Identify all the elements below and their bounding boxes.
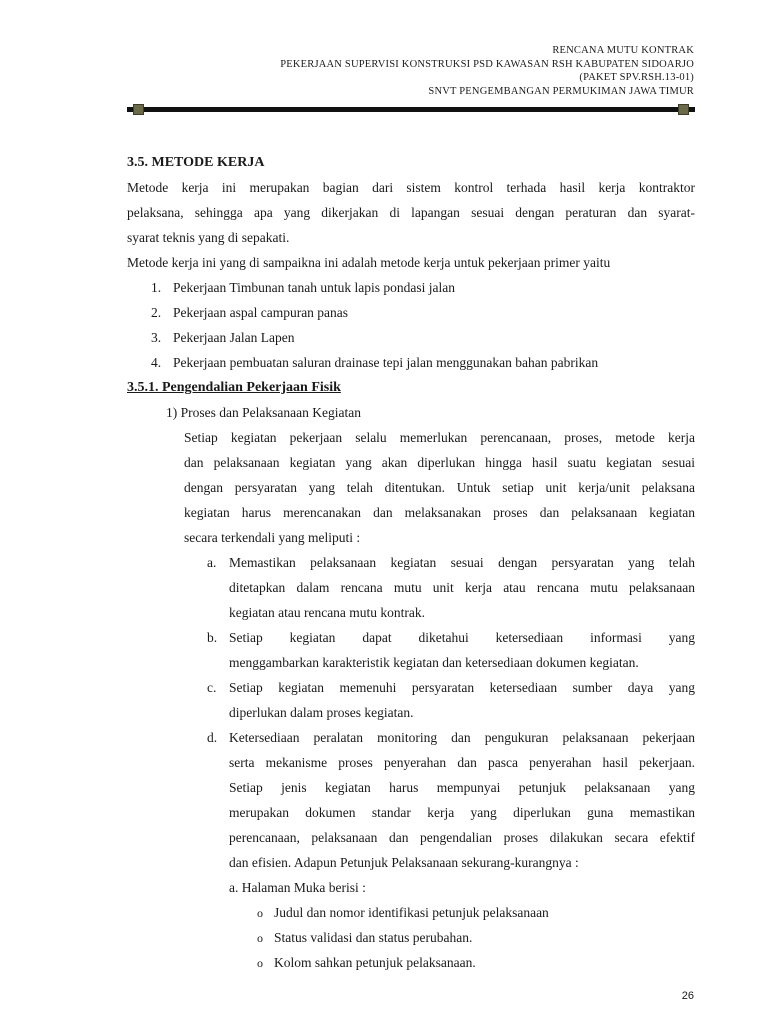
list-text: Pekerjaan aspal campuran panas: [173, 305, 349, 320]
list-item: [127, 300, 695, 325]
alpha-text: Setiap kegiatan dapat diketahui ketersediaan informasi yang: [229, 630, 695, 645]
para-line-3: dengan persyaratan yang telah ditentukan. Untuk setiap unit kerja/unit pelaksana: [184, 480, 695, 495]
point-heading: 1) Proses dan Pelaksanaan Kegiatan: [166, 405, 361, 420]
header-line-4: SNVT PENGEMBANGAN PERMUKIMAN JAWA TIMUR: [428, 85, 694, 97]
alpha-text: Memastikan pelaksanaan kegiatan sesuai dengan persyaratan yang telah: [229, 555, 695, 570]
list-number: 4.: [151, 355, 162, 370]
divider-square-left: [133, 104, 144, 115]
list-text: Pekerjaan pembuatan saluran drainase tepi jalan menggunakan bahan pabrikan: [173, 355, 599, 370]
list-text: Pekerjaan Jalan Lapen: [173, 330, 295, 345]
alpha-text: Ketersediaan peralatan monitoring dan pengukuran pelaksanaan pekerjaan: [229, 730, 695, 745]
alpha-continuation: dan efisien. Adapun Petunjuk Pelaksanaan sekurang-kurangnya :: [229, 855, 579, 870]
alpha-continuation: perencanaan, pelaksanaan dan pengendalian proses dilakukan secara efektif: [229, 830, 695, 845]
intro-line-1: Metode kerja ini merupakan bagian dari sistem kontrol terhada hasil kerja kontraktor: [127, 180, 695, 195]
alpha-item-d: [127, 725, 695, 750]
alpha-continuation: Setiap jenis kegiatan harus mempunyai petunjuk pelaksanaan yang: [229, 780, 695, 795]
para-line-5: secara terkendali yang meliputi :: [184, 530, 361, 545]
document-header: [280, 44, 694, 98]
alpha-label: c.: [207, 680, 217, 695]
list-item: [127, 275, 695, 300]
page-number: 26: [681, 990, 694, 1002]
para-line-1: Setiap kegiatan pekerjaan selalu memerlukan perencanaan, proses, metode kerja: [184, 430, 695, 445]
sub-heading: a. Halaman Muka berisi :: [229, 880, 366, 895]
alpha-label: a.: [207, 555, 217, 570]
alpha-continuation: kegiatan atau rencana mutu kontrak.: [229, 605, 426, 620]
list-number: 3.: [151, 330, 162, 345]
bullet-circle-icon: o: [257, 956, 263, 970]
bullet-circle-icon: o: [257, 931, 263, 945]
alpha-continuation: diperlukan dalam proses kegiatan.: [229, 705, 414, 720]
alpha-label: d.: [207, 730, 218, 745]
bullet-text: Status validasi dan status perubahan.: [274, 930, 473, 945]
list-number: 1.: [151, 280, 162, 295]
alpha-continuation: serta mekanisme proses penyerahan dan pasca penyerahan hasil pekerjaan.: [229, 755, 695, 770]
divider-bar: [127, 107, 695, 112]
alpha-label: b.: [207, 630, 218, 645]
bullet-text: Judul dan nomor identifikasi petunjuk pelaksanaan: [274, 905, 549, 920]
bullet-item: [127, 950, 695, 975]
intro-lead: Metode kerja ini yang di sampaikna ini adalah metode kerja untuk pekerjaan primer yaitu: [127, 255, 611, 270]
list-text: Pekerjaan Timbunan tanah untuk lapis pondasi jalan: [173, 280, 455, 295]
divider-square-right: [678, 104, 689, 115]
header-line-3: (PAKET SPV.RSH.13-01): [579, 72, 694, 83]
header-line-1: RENCANA MUTU KONTRAK: [552, 45, 694, 56]
list-item: [127, 350, 695, 375]
alpha-continuation: ditetapkan dalam rencana mutu unit kerja atau rencana mutu pelaksanaan: [229, 580, 695, 595]
header-divider: [127, 104, 695, 115]
alpha-item-b: [127, 625, 695, 650]
para-line-2: dan pelaksanaan kegiatan yang akan diperlukan hingga hasil suatu kegiatan sesuai: [184, 455, 695, 470]
intro-line-2: pelaksana, sehingga apa yang dikerjakan di lapangan sesuai dengan peraturan dan syarat-: [127, 205, 695, 220]
intro-line-3: syarat teknis yang di sepakati.: [127, 230, 290, 245]
alpha-text: Setiap kegiatan memenuhi persyaratan ketersediaan sumber daya yang: [229, 680, 695, 695]
section-title: 3.5. METODE KERJA: [127, 155, 265, 170]
subsection-title: 3.5.1. Pengendalian Pekerjaan Fisik: [127, 380, 341, 395]
alpha-item-a: [127, 550, 695, 575]
bullet-text: Kolom sahkan petunjuk pelaksanaan.: [274, 955, 476, 970]
header-line-2: PEKERJAAN SUPERVISI KONSTRUKSI PSD KAWASAN RSH KABUPATEN SIDOARJO: [280, 58, 694, 70]
alpha-continuation: merupakan dokumen standar kerja yang diperlukan guna memastikan: [229, 805, 695, 820]
list-item: [127, 325, 695, 350]
page-body: [127, 150, 695, 975]
para-line-4: kegiatan harus merencanakan dan melaksanakan proses dan pelaksanaan kegiatan: [184, 505, 695, 520]
list-number: 2.: [151, 305, 162, 320]
alpha-item-c: [127, 675, 695, 700]
bullet-circle-icon: o: [257, 906, 263, 920]
alpha-continuation: menggambarkan karakteristik kegiatan dan ketersediaan dokumen kegiatan.: [229, 655, 639, 670]
bullet-item: [127, 925, 695, 950]
bullet-item: [127, 900, 695, 925]
